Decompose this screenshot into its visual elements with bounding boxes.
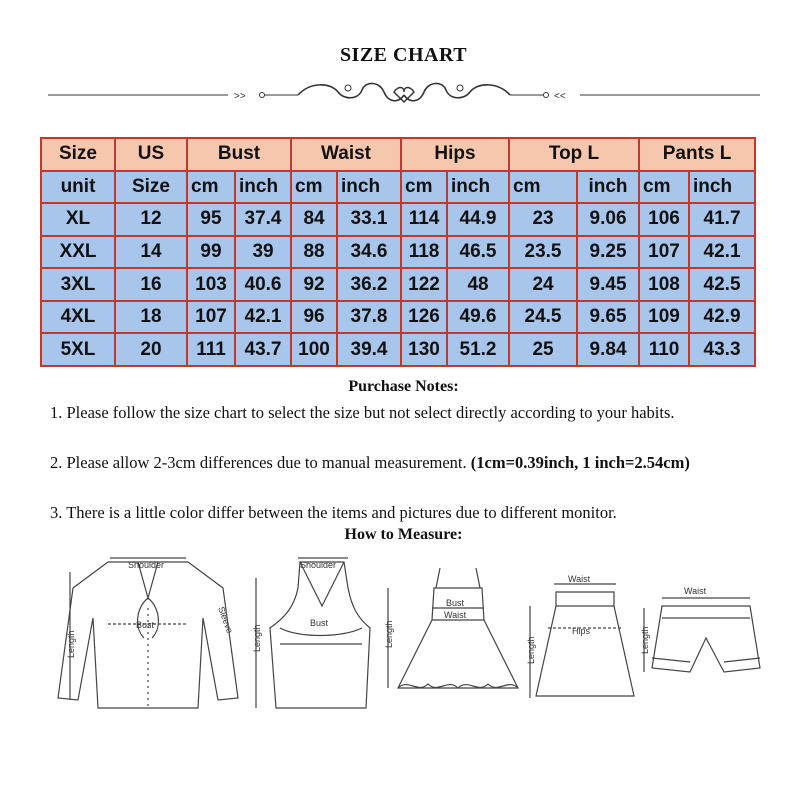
length-label-skirt: Length — [526, 636, 536, 664]
table-cell: 42.9 — [689, 301, 755, 334]
hips-label: Hips — [572, 626, 591, 636]
table-cell: 111 — [187, 333, 235, 366]
table-cell: 96 — [291, 301, 337, 334]
table-cell: 12 — [115, 203, 187, 236]
waist-label-shorts: Waist — [684, 586, 707, 596]
table-cell: 44.9 — [447, 203, 509, 236]
table-cell: 25 — [509, 333, 577, 366]
unit-cell: cm — [509, 171, 577, 204]
note-3: 3. There is a little color differ between the items and pictures due to different monitor. — [50, 503, 617, 522]
table-cell: 34.6 — [337, 236, 401, 269]
table-cell: 100 — [291, 333, 337, 366]
unit-cell: cm — [291, 171, 337, 204]
waist-label-dress: Waist — [444, 610, 467, 620]
table-cell: 46.5 — [447, 236, 509, 269]
table-cell: XL — [41, 203, 115, 236]
table-cell: 20 — [115, 333, 187, 366]
note-2-text: 2. Please allow 2-3cm differences due to manual measurement. — [50, 453, 471, 472]
table-row — [41, 301, 755, 334]
table-cell: 4XL — [41, 301, 115, 334]
header-cell: Hips — [401, 138, 509, 171]
note-2-conversion: (1cm=0.39inch, 1 inch=2.54cm) — [470, 453, 690, 472]
unit-cell: Size — [115, 171, 187, 204]
table-cell: 130 — [401, 333, 447, 366]
table-row — [41, 333, 755, 366]
table-cell: 88 — [291, 236, 337, 269]
table-cell: 9.45 — [577, 268, 639, 301]
table-cell: 107 — [187, 301, 235, 334]
note-2 — [50, 451, 770, 475]
header-cell: Top L — [509, 138, 639, 171]
table-cell: 9.84 — [577, 333, 639, 366]
bust-label-dress: Bust — [446, 598, 465, 608]
table-cell: 108 — [639, 268, 689, 301]
shoulder-label: Shoulder — [128, 560, 165, 570]
length-label: Length — [66, 630, 76, 658]
table-cell: 84 — [291, 203, 337, 236]
header-cell: Pants L — [639, 138, 755, 171]
table-cell: XXL — [41, 236, 115, 269]
purchase-notes-title: Purchase Notes: — [348, 378, 459, 395]
table-cell: 126 — [401, 301, 447, 334]
table-cell: 118 — [401, 236, 447, 269]
table-cell: 107 — [639, 236, 689, 269]
bust-label-vest: Bust — [310, 618, 329, 628]
table-header-row — [41, 138, 755, 171]
unit-cell: inch — [337, 171, 401, 204]
table-cell: 109 — [639, 301, 689, 334]
table-row — [41, 203, 755, 236]
table-cell: 51.2 — [447, 333, 509, 366]
table-cell: 42.1 — [689, 236, 755, 269]
table-cell: 24.5 — [509, 301, 577, 334]
unit-cell: cm — [401, 171, 447, 204]
table-cell: 36.2 — [337, 268, 401, 301]
unit-cell: inch — [235, 171, 291, 204]
size-chart-table — [40, 137, 756, 367]
table-cell: 9.06 — [577, 203, 639, 236]
table-cell: 92 — [291, 268, 337, 301]
table-unit-row — [41, 171, 755, 204]
table-cell: 24 — [509, 268, 577, 301]
table-cell: 99 — [187, 236, 235, 269]
unit-cell: inch — [689, 171, 755, 204]
unit-cell: cm — [639, 171, 689, 204]
svg-text:<<: << — [554, 91, 566, 102]
table-cell: 5XL — [41, 333, 115, 366]
table-cell: 110 — [639, 333, 689, 366]
bust-label: Bust — [136, 620, 155, 630]
header-cell: US — [115, 138, 187, 171]
table-cell: 42.1 — [235, 301, 291, 334]
measurement-illustrations — [48, 548, 778, 720]
length-label-dress: Length — [384, 620, 394, 648]
table-row — [41, 236, 755, 269]
table-cell: 122 — [401, 268, 447, 301]
header-cell: Waist — [291, 138, 401, 171]
table-cell: 43.7 — [235, 333, 291, 366]
dress-illustration — [388, 568, 518, 688]
table-cell: 37.8 — [337, 301, 401, 334]
skirt-illustration — [530, 584, 634, 698]
table-cell: 43.3 — [689, 333, 755, 366]
table-cell: 42.5 — [689, 268, 755, 301]
decorative-divider — [48, 78, 760, 112]
table-cell: 9.25 — [577, 236, 639, 269]
how-to-measure-title: How to Measure: — [344, 526, 463, 543]
unit-cell: inch — [447, 171, 509, 204]
table-cell: 9.65 — [577, 301, 639, 334]
table-row — [41, 268, 755, 301]
table-cell: 18 — [115, 301, 187, 334]
table-cell: 14 — [115, 236, 187, 269]
table-cell: 23 — [509, 203, 577, 236]
table-cell: 39 — [235, 236, 291, 269]
length-label-shorts: Length — [640, 626, 650, 654]
unit-cell: cm — [187, 171, 235, 204]
sleeve-label: Sleeve — [216, 605, 235, 635]
page-title: SIZE CHART — [339, 44, 468, 66]
header-cell: Bust — [187, 138, 291, 171]
header-cell: Size — [41, 138, 115, 171]
unit-cell: unit — [41, 171, 115, 204]
table-cell: 48 — [447, 268, 509, 301]
vest-illustration — [256, 558, 370, 708]
table-cell: 3XL — [41, 268, 115, 301]
shorts-illustration — [644, 598, 760, 672]
table-cell: 39.4 — [337, 333, 401, 366]
blouse-illustration — [58, 558, 238, 708]
svg-text:>>: >> — [234, 91, 246, 102]
table-cell: 106 — [639, 203, 689, 236]
unit-cell: inch — [577, 171, 639, 204]
table-cell: 33.1 — [337, 203, 401, 236]
shoulder-label-vest: Shoulder — [300, 560, 337, 570]
waist-label-skirt: Waist — [568, 574, 591, 584]
table-cell: 40.6 — [235, 268, 291, 301]
table-cell: 103 — [187, 268, 235, 301]
table-cell: 23.5 — [509, 236, 577, 269]
table-cell: 114 — [401, 203, 447, 236]
note-1: 1. Please follow the size chart to select the size but not select directly according to your habits. — [50, 403, 675, 422]
table-cell: 37.4 — [235, 203, 291, 236]
table-cell: 16 — [115, 268, 187, 301]
table-cell: 95 — [187, 203, 235, 236]
table-cell: 49.6 — [447, 301, 509, 334]
table-cell: 41.7 — [689, 203, 755, 236]
length-label-vest: Length — [252, 624, 262, 652]
